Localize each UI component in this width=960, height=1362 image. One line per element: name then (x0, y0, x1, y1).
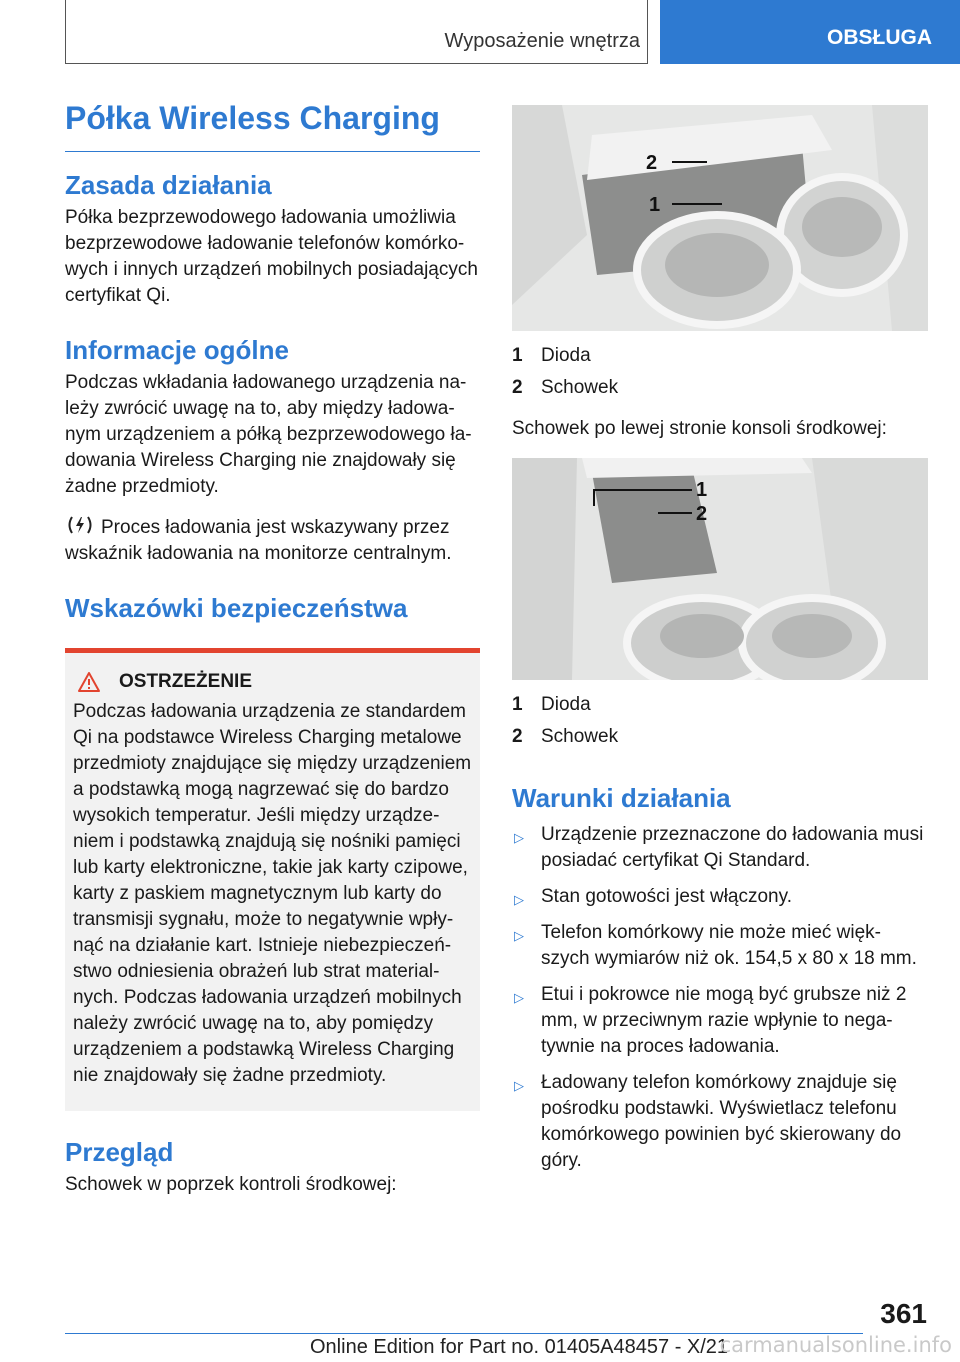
list-item (512, 920, 928, 972)
header-chapter-tab[interactable]: OBSŁUGA (660, 0, 960, 64)
figure1-label-1: 1 (649, 194, 661, 216)
list-item-text: Ładowany telefon komórkowy znajduje się pośrodku podstawki. Wyświetlacz telefonu komórkowego powinien być skierowany do góry. (541, 1072, 902, 1171)
footer-edition: Online Edition for Part no. 01405A48457 - X/21 (310, 1336, 729, 1358)
heading-informacje: Informacje ogólne (65, 335, 289, 365)
list-item-text: Urządzenie przeznaczone do ładowania musi posiadać certyfikat Qi Standard. (541, 824, 924, 871)
legend-number: 1 (512, 694, 523, 715)
triangle-bullet-icon: ▷ (514, 990, 524, 1005)
heading-wskazowki: Wskazówki bezpieczeństwa (65, 593, 408, 623)
heading-warunki: Warunki działania (512, 783, 731, 813)
heading-zasada: Zasada działania (65, 170, 272, 200)
triangle-bullet-icon: ▷ (514, 1078, 524, 1093)
list-item (512, 884, 928, 910)
list-item (512, 1070, 928, 1174)
legend-text: Schowek (541, 377, 619, 398)
legend-item (512, 340, 928, 372)
list-item-text: Stan gotowości jest włączony. (541, 886, 792, 907)
left-column (65, 100, 480, 1198)
text-zasada: Półka bezprzewodowego ładowania umożliwia bezprzewodowe ładowanie telefonów komórko-wych i innych urządzeń mobilnych posiadających certyfikat Qi. (65, 207, 478, 306)
triangle-bullet-icon: ▷ (514, 928, 524, 943)
legend-figure2 (512, 689, 928, 753)
legend-number: 2 (512, 726, 523, 747)
note-charging-indicator (65, 514, 480, 567)
legend-text: Dioda (541, 345, 591, 366)
wireless-charging-icon (65, 514, 95, 536)
legend-number: 2 (512, 377, 523, 398)
list-item-text: Etui i pokrowce nie mogą być grubsze niż 2 mm, w przeciwnym razie wpłynie to nega-tywnie na proces ładowania. (541, 984, 907, 1057)
figure2-label-2: 2 (696, 503, 708, 525)
text-przeglad: Schowek w poprzek kontroli środkowej: (65, 1174, 397, 1195)
triangle-bullet-icon: ▷ (514, 892, 524, 907)
warning-title (77, 671, 472, 693)
list-item (512, 982, 928, 1060)
page-number: 361 (880, 1298, 927, 1329)
legend-item (512, 372, 928, 404)
legend-number: 1 (512, 345, 523, 366)
warning-text: Podczas ładowania urządzenia ze standardem Qi na podstawce Wireless Charging metalowe przedmioty znajdujące się między urządzeniem a podstawką mogą nagrzewać się do bardzo wysokich temperatur. Jeśli między urządze-niem i podstawką znajdują się nośniki pamięci lub karty elektroniczne, takie jak karty czipowe, karty z paskiem magnetycznym lub karty do transmisji sygnału, może to negatywnie wpły-nąć na działanie kart. Istnieje niebezpieczeń-stwo odniesienia obrażeń lub strat material-nych. Podczas ładowania urządzeń mobilnych należy zwrócić uwagę na to, aby pomiędzy urządzeniem a podstawką Wireless Charging nie znajdowały się żadne przedmioty. (73, 701, 472, 1086)
triangle-bullet-icon: ▷ (514, 830, 524, 845)
figure-center-storage (512, 105, 928, 331)
right-column (512, 100, 928, 1184)
warning-triangle-icon (77, 671, 101, 693)
legend-item (512, 721, 928, 753)
list-item (512, 822, 928, 874)
figure2-label-1: 1 (696, 479, 708, 501)
warning-box (65, 653, 480, 1111)
header-section-title: Wyposażenie wnętrza (444, 30, 640, 52)
list-item-text: Telefon komórkowy nie może mieć więk-szych wymiarów niż ok. 154,5 x 80 x 18 mm. (541, 922, 917, 969)
watermark: carmanualsonline.info (719, 1333, 952, 1357)
note-text: Proces ładowania jest wskazywany przez wskaźnik ładowania na monitorze centralnym. (65, 517, 452, 564)
figure2-intro: Schowek po lewej stronie konsoli środkowej: (512, 418, 887, 439)
text-informacje: Podczas wkładania ładowanego urządzenia na-leży zwrócić uwagę na to, aby między ładowa-nym urządzeniem a półką bezprzewodowego ła-dowania Wireless Charging nie znajdowały się żadne przedmioty. (65, 372, 472, 497)
figure1-label-2: 2 (646, 152, 658, 174)
conditions-list (512, 822, 928, 1174)
legend-text: Schowek (541, 726, 619, 747)
warning-title-text: OSTRZEŻENIE (119, 671, 253, 692)
legend-figure1 (512, 340, 928, 404)
figure-left-storage (512, 458, 928, 680)
legend-item (512, 689, 928, 721)
heading-przeglad: Przegląd (65, 1137, 174, 1167)
page-title: Półka Wireless Charging (65, 100, 480, 152)
legend-text: Dioda (541, 694, 591, 715)
